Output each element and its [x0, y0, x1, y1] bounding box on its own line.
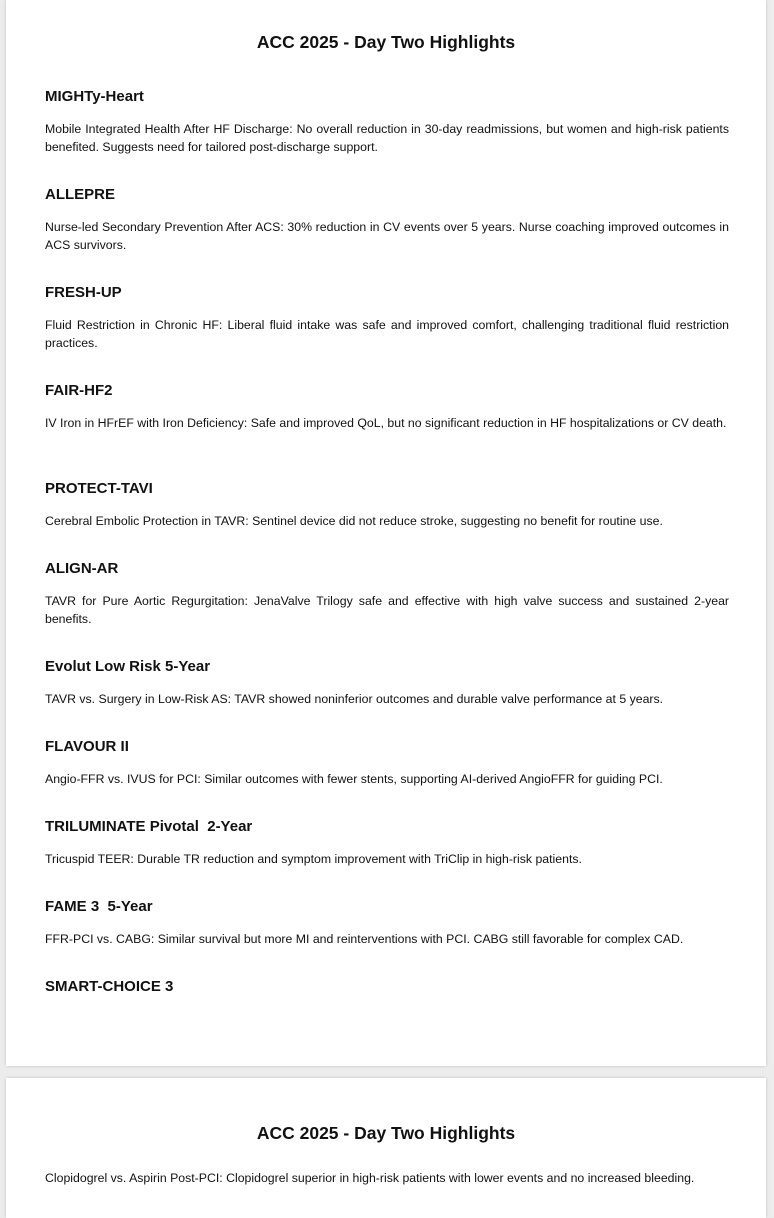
trial-summary: Angio-FFR vs. IVUS for PCI: Similar outcomes with fewer stents, supporting AI-derived AngioFFR for guiding PCI. — [45, 772, 663, 786]
trial-summary: Clopidogrel vs. Aspirin Post-PCI: Clopidogrel superior in high-risk patients with lower events and no increased bleeding. — [45, 1171, 695, 1185]
trial-heading: TRILUMINATE Pivotal 2-Year — [45, 818, 253, 835]
trial-section-allepre — [45, 186, 729, 254]
trial-section-align-ar — [45, 560, 729, 628]
trial-section-smart-choice-3 — [45, 978, 729, 996]
trial-section-fair-hf2 — [45, 382, 729, 432]
trial-summary: FFR-PCI vs. CABG: Similar survival but more MI and reinterventions with PCI. CABG still favorable for complex CAD. — [45, 932, 684, 946]
trial-heading: ALLEPRE — [45, 186, 116, 203]
trial-section-fame-3 — [45, 898, 729, 948]
trial-section-protect-tavi — [45, 480, 729, 530]
trial-summary: Tricuspid TEER: Durable TR reduction and symptom improvement with TriClip in high-risk patients. — [45, 852, 582, 866]
page-title: ACC 2025 - Day Two Highlights — [256, 32, 516, 52]
trial-summary: Nurse-led Secondary Prevention After ACS: 30% reduction in CV events over 5 years. Nurse coaching improved outcomes in ACS survivors. — [45, 220, 729, 252]
document-page-1 — [6, 0, 766, 1066]
trial-heading: FLAVOUR II — [45, 738, 129, 755]
trial-section-evolut-low-risk — [45, 658, 729, 708]
trial-heading: FAIR-HF2 — [45, 382, 113, 399]
trial-section-fresh-up — [45, 284, 729, 352]
trial-summary: IV Iron in HFrEF with Iron Deficiency: Safe and improved QoL, but no significant reduction in HF hospitalizations or CV death. — [45, 416, 727, 430]
trial-section-mighty-heart — [45, 88, 729, 156]
trial-heading: SMART-CHOICE 3 — [45, 978, 174, 995]
trial-summary: Fluid Restriction in Chronic HF: Liberal fluid intake was safe and improved comfort, challenging traditional fluid restriction practices. — [45, 318, 729, 350]
trial-heading: MIGHTy-Heart — [45, 88, 144, 105]
trial-summary: Mobile Integrated Health After HF Discharge: No overall reduction in 30-day readmissions, but women and high-risk patients benefited. Suggests need for tailored post-discharge support. — [45, 122, 729, 154]
trial-heading: ALIGN-AR — [45, 560, 119, 577]
document-page-2 — [6, 1078, 766, 1218]
trial-heading: FAME 3 5-Year — [45, 898, 153, 915]
trial-heading: PROTECT-TAVI — [45, 480, 153, 497]
trial-summary: Cerebral Embolic Protection in TAVR: Sentinel device did not reduce stroke, suggesting no benefit for routine use. — [45, 514, 663, 528]
page-title: ACC 2025 - Day Two Highlights — [256, 1123, 516, 1143]
trial-heading: FRESH-UP — [45, 284, 122, 301]
trial-summary: TAVR vs. Surgery in Low-Risk AS: TAVR showed noninferior outcomes and durable valve performance at 5 years. — [45, 692, 664, 706]
trial-heading: Evolut Low Risk 5-Year — [45, 658, 211, 675]
trial-section-flavour-ii — [45, 738, 729, 788]
trial-summary: TAVR for Pure Aortic Regurgitation: JenaValve Trilogy safe and effective with high valve success and sustained 2-year benefits. — [45, 594, 729, 626]
trial-section-triluminate — [45, 818, 729, 868]
